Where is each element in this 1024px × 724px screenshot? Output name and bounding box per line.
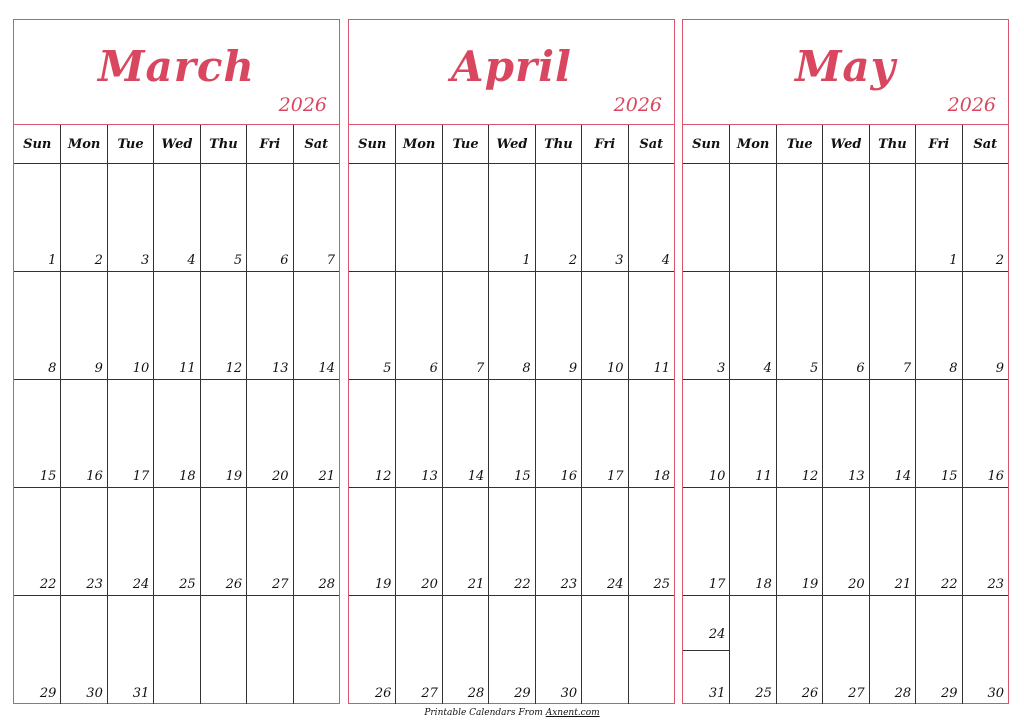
month-title: April bbox=[451, 42, 572, 91]
day-number: 6 bbox=[280, 253, 289, 268]
day-number: 29 bbox=[514, 686, 531, 701]
weekday-label: Fri bbox=[581, 125, 627, 163]
day-cell bbox=[60, 164, 106, 272]
day-number: 19 bbox=[225, 469, 243, 484]
day-number: 22 bbox=[514, 577, 531, 592]
month-year: 2026 bbox=[278, 94, 327, 116]
day-number: 8 bbox=[522, 361, 531, 376]
day-number: 18 bbox=[755, 577, 772, 592]
day-cell bbox=[442, 272, 488, 380]
month-header bbox=[683, 20, 1008, 125]
day-number: 24 bbox=[607, 577, 624, 592]
day-number: 7 bbox=[476, 361, 485, 376]
day-cell bbox=[349, 488, 395, 596]
day-cell bbox=[683, 380, 729, 488]
day-cell bbox=[915, 380, 961, 488]
month-grid bbox=[683, 125, 1008, 704]
day-cell bbox=[683, 164, 729, 272]
day-number: 23 bbox=[86, 577, 103, 592]
day-cell bbox=[488, 164, 534, 272]
day-number: 2 bbox=[995, 253, 1004, 268]
day-cell bbox=[822, 272, 868, 380]
day-cell bbox=[200, 488, 246, 596]
day-cell bbox=[915, 596, 961, 704]
day-cell bbox=[395, 488, 441, 596]
day-cell bbox=[349, 272, 395, 380]
day-cell bbox=[776, 272, 822, 380]
day-number: 6 bbox=[429, 361, 438, 376]
day-number: 18 bbox=[179, 469, 196, 484]
day-cell bbox=[246, 164, 292, 272]
day-cell bbox=[293, 272, 339, 380]
day-number: 28 bbox=[467, 686, 485, 701]
day-number: 16 bbox=[987, 469, 1004, 484]
day-number: 11 bbox=[179, 361, 196, 376]
day-number: 21 bbox=[467, 577, 485, 592]
day-number: 27 bbox=[272, 577, 289, 592]
day-cell bbox=[581, 272, 627, 380]
day-cell bbox=[60, 380, 106, 488]
day-cell bbox=[535, 164, 581, 272]
day-cell bbox=[395, 380, 441, 488]
day-number: 14 bbox=[467, 469, 485, 484]
day-cells bbox=[14, 164, 339, 704]
day-number: 28 bbox=[318, 577, 335, 592]
weekday-label: Mon bbox=[395, 125, 441, 163]
month-header bbox=[14, 20, 339, 125]
day-cell bbox=[535, 272, 581, 380]
day-number: 17 bbox=[708, 577, 726, 592]
day-number: 30 bbox=[987, 686, 1004, 701]
day-number: 2 bbox=[568, 253, 578, 268]
day-cell bbox=[246, 272, 292, 380]
weekday-label: Sun bbox=[23, 136, 52, 152]
day-number: 25 bbox=[179, 577, 196, 592]
day-cell bbox=[14, 380, 60, 488]
day-cell bbox=[153, 380, 199, 488]
day-number: 19 bbox=[801, 577, 819, 592]
day-cell bbox=[729, 380, 775, 488]
day-cell bbox=[869, 380, 915, 488]
day-number: 5 bbox=[810, 361, 819, 376]
day-cell bbox=[962, 488, 1008, 596]
day-number: 1 bbox=[949, 253, 958, 268]
day-cell bbox=[581, 164, 627, 272]
day-number: 22 bbox=[941, 577, 958, 592]
weekday-label: Tue bbox=[107, 125, 153, 163]
day-cell bbox=[442, 380, 488, 488]
day-number: 30 bbox=[560, 686, 578, 701]
day-number: 17 bbox=[132, 469, 150, 484]
day-number: 27 bbox=[421, 686, 438, 701]
month-title: March bbox=[98, 42, 255, 91]
weekday-label: Wed bbox=[822, 125, 868, 163]
day-cell bbox=[293, 596, 339, 704]
weekday-label: Tue bbox=[442, 125, 488, 163]
day-cell bbox=[776, 164, 822, 272]
weekday-label: Sat bbox=[293, 125, 339, 163]
day-number: 3 bbox=[141, 253, 150, 268]
day-number: 7 bbox=[326, 253, 335, 268]
day-cell bbox=[14, 596, 60, 704]
weekday-label: Thu bbox=[869, 125, 915, 163]
month-grid bbox=[14, 125, 339, 704]
day-cell bbox=[153, 596, 199, 704]
day-cell bbox=[200, 164, 246, 272]
day-cell bbox=[153, 488, 199, 596]
day-cells bbox=[349, 164, 674, 704]
day-cell bbox=[200, 596, 246, 704]
day-number: 15 bbox=[941, 469, 958, 484]
day-cell bbox=[776, 488, 822, 596]
day-number: 4 bbox=[187, 253, 196, 268]
day-cell bbox=[776, 380, 822, 488]
month-grid bbox=[349, 125, 674, 704]
day-cell bbox=[153, 272, 199, 380]
day-cell bbox=[246, 596, 292, 704]
day-number: 28 bbox=[894, 686, 912, 701]
day-number: 8 bbox=[949, 361, 958, 376]
day-number: 21 bbox=[318, 469, 335, 484]
day-number: 1 bbox=[48, 253, 57, 268]
footer-prefix: Printable Calendars From bbox=[424, 708, 546, 718]
day-number: 15 bbox=[514, 469, 531, 484]
day-number: 5 bbox=[233, 253, 243, 268]
day-cell bbox=[581, 380, 627, 488]
day-cell bbox=[14, 488, 60, 596]
day-number: 12 bbox=[801, 469, 819, 484]
day-number: 29 bbox=[941, 686, 958, 701]
day-number: 21 bbox=[894, 577, 912, 592]
day-number: 10 bbox=[607, 361, 624, 376]
day-number: 3 bbox=[717, 361, 726, 376]
day-cell bbox=[683, 272, 729, 380]
day-number: 24 bbox=[132, 577, 150, 592]
day-cell bbox=[395, 596, 441, 704]
day-cell bbox=[293, 164, 339, 272]
day-cell bbox=[488, 596, 534, 704]
month-year: 2026 bbox=[947, 94, 996, 116]
day-cell bbox=[683, 488, 729, 596]
day-cell bbox=[729, 596, 775, 704]
day-cell bbox=[535, 596, 581, 704]
day-cell bbox=[200, 380, 246, 488]
day-number: 9 bbox=[568, 361, 578, 376]
day-cell bbox=[822, 164, 868, 272]
day-cell bbox=[915, 164, 961, 272]
day-cell bbox=[442, 488, 488, 596]
day-cell bbox=[488, 488, 534, 596]
day-number: 4 bbox=[763, 361, 772, 376]
day-number: 1 bbox=[522, 253, 531, 268]
day-number: 12 bbox=[225, 361, 243, 376]
split-divider bbox=[683, 650, 729, 651]
day-number: 27 bbox=[848, 686, 865, 701]
day-number: 5 bbox=[383, 361, 392, 376]
day-number: 13 bbox=[848, 469, 865, 484]
day-cell bbox=[535, 380, 581, 488]
day-number: 16 bbox=[560, 469, 578, 484]
day-cell bbox=[349, 596, 395, 704]
day-cell bbox=[153, 164, 199, 272]
weekday-label: Sun bbox=[692, 136, 721, 152]
day-number: 31 bbox=[132, 686, 150, 701]
day-cell bbox=[14, 272, 60, 380]
day-cell bbox=[962, 164, 1008, 272]
day-cell bbox=[535, 488, 581, 596]
day-number: 13 bbox=[272, 361, 289, 376]
day-number: 26 bbox=[225, 577, 243, 592]
weekday-label: Sat bbox=[628, 125, 674, 163]
day-number: 20 bbox=[421, 577, 438, 592]
day-cell bbox=[869, 164, 915, 272]
day-cell bbox=[107, 596, 153, 704]
day-cell bbox=[683, 596, 729, 704]
day-cell bbox=[915, 272, 961, 380]
month-panel-may bbox=[682, 19, 1009, 704]
day-number: 7 bbox=[902, 361, 912, 376]
day-number: 24 bbox=[708, 627, 726, 642]
day-cell bbox=[395, 272, 441, 380]
day-cell bbox=[869, 596, 915, 704]
day-cell bbox=[349, 164, 395, 272]
day-cell bbox=[869, 488, 915, 596]
day-number: 23 bbox=[987, 577, 1004, 592]
day-number: 4 bbox=[661, 253, 670, 268]
day-number: 26 bbox=[374, 686, 392, 701]
day-cell bbox=[60, 272, 106, 380]
day-number: 2 bbox=[94, 253, 103, 268]
day-number: 8 bbox=[48, 361, 57, 376]
day-cell bbox=[581, 488, 627, 596]
day-number: 11 bbox=[653, 361, 670, 376]
day-number: 20 bbox=[848, 577, 865, 592]
day-number: 30 bbox=[86, 686, 103, 701]
day-number: 18 bbox=[653, 469, 670, 484]
day-cell bbox=[14, 164, 60, 272]
day-cell bbox=[822, 488, 868, 596]
day-number: 20 bbox=[272, 469, 289, 484]
day-number: 14 bbox=[318, 361, 335, 376]
weekday-label: Fri bbox=[246, 125, 292, 163]
day-cell bbox=[822, 380, 868, 488]
day-cell bbox=[729, 272, 775, 380]
day-cell bbox=[776, 596, 822, 704]
day-cell bbox=[729, 164, 775, 272]
day-cell bbox=[107, 488, 153, 596]
weekday-label: Mon bbox=[729, 125, 775, 163]
day-number: 17 bbox=[607, 469, 624, 484]
day-cell bbox=[628, 164, 674, 272]
day-number: 9 bbox=[995, 361, 1004, 376]
day-cell bbox=[395, 164, 441, 272]
day-number: 10 bbox=[708, 469, 726, 484]
weekday-header-row bbox=[349, 125, 674, 164]
weekday-label: Sun bbox=[358, 136, 387, 152]
day-cell bbox=[962, 380, 1008, 488]
day-number: 25 bbox=[755, 686, 772, 701]
day-cell bbox=[628, 380, 674, 488]
day-number: 11 bbox=[755, 469, 772, 484]
day-number: 22 bbox=[39, 577, 57, 592]
footer-credit bbox=[0, 708, 1024, 718]
day-cell bbox=[488, 272, 534, 380]
day-number: 12 bbox=[374, 469, 392, 484]
weekday-label: Mon bbox=[60, 125, 106, 163]
day-cell bbox=[442, 596, 488, 704]
day-number: 26 bbox=[801, 686, 819, 701]
day-cell bbox=[628, 272, 674, 380]
day-cell bbox=[349, 380, 395, 488]
weekday-label: Thu bbox=[200, 125, 246, 163]
weekday-label: Sat bbox=[962, 125, 1008, 163]
day-cell bbox=[729, 488, 775, 596]
weekday-header-row bbox=[14, 125, 339, 164]
day-cell bbox=[107, 380, 153, 488]
day-cell bbox=[628, 488, 674, 596]
day-number: 31 bbox=[708, 686, 726, 701]
day-number: 14 bbox=[894, 469, 912, 484]
weekday-label: Wed bbox=[153, 125, 199, 163]
day-cell bbox=[822, 596, 868, 704]
month-panel-april bbox=[348, 19, 675, 704]
month-panel-march bbox=[13, 19, 340, 704]
day-number: 16 bbox=[86, 469, 103, 484]
day-number: 29 bbox=[39, 686, 57, 701]
day-number: 13 bbox=[421, 469, 438, 484]
day-number: 10 bbox=[132, 361, 150, 376]
day-cell bbox=[246, 380, 292, 488]
day-number: 9 bbox=[94, 361, 103, 376]
day-cell bbox=[60, 596, 106, 704]
day-cell bbox=[107, 272, 153, 380]
day-number: 15 bbox=[39, 469, 57, 484]
day-cells bbox=[683, 164, 1008, 704]
day-number: 3 bbox=[615, 253, 624, 268]
day-cell bbox=[246, 488, 292, 596]
weekday-label: Thu bbox=[535, 125, 581, 163]
month-header bbox=[349, 20, 674, 125]
day-cell bbox=[107, 164, 153, 272]
day-number: 25 bbox=[653, 577, 670, 592]
day-number: 6 bbox=[856, 361, 865, 376]
day-cell bbox=[293, 488, 339, 596]
day-cell bbox=[962, 272, 1008, 380]
day-cell bbox=[293, 380, 339, 488]
day-cell bbox=[60, 488, 106, 596]
day-cell bbox=[962, 596, 1008, 704]
footer-site-link[interactable]: Axnent.com bbox=[545, 708, 600, 718]
day-number: 19 bbox=[374, 577, 392, 592]
weekday-label: Tue bbox=[776, 125, 822, 163]
day-cell bbox=[442, 164, 488, 272]
day-cell bbox=[628, 596, 674, 704]
day-cell bbox=[488, 380, 534, 488]
day-cell bbox=[581, 596, 627, 704]
day-cell bbox=[915, 488, 961, 596]
month-title: May bbox=[794, 42, 897, 91]
month-year: 2026 bbox=[613, 94, 662, 116]
weekday-header-row bbox=[683, 125, 1008, 164]
weekday-label: Wed bbox=[488, 125, 534, 163]
weekday-label: Fri bbox=[915, 125, 961, 163]
day-cell bbox=[869, 272, 915, 380]
day-number: 23 bbox=[560, 577, 578, 592]
day-cell bbox=[200, 272, 246, 380]
